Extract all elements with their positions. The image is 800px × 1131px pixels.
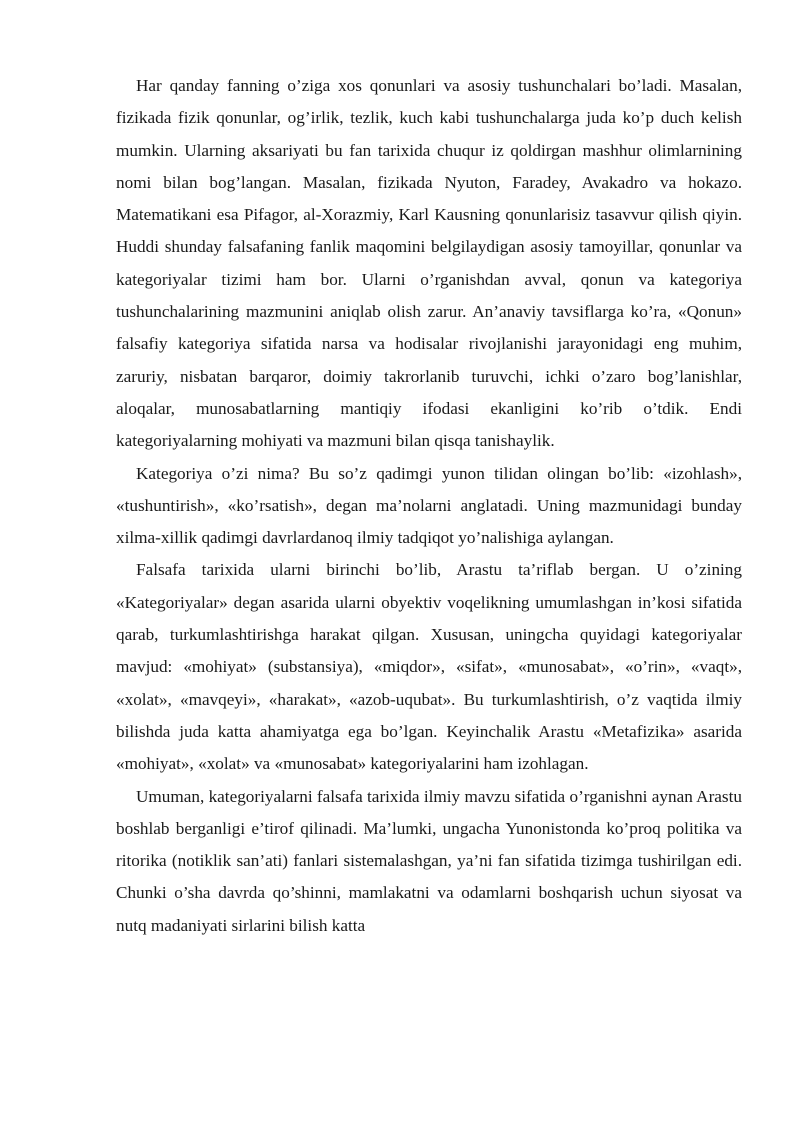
paragraph-what-is-category: Kategoriya o’zi nima? Bu so’z qadimgi yunon tilidan olingan bo’lib: «izohlash», «tushuntirish», «ko’rsatish», degan ma’nolarni anglatadi. Uning mazmunidagi bunday xilma-xillik qadimgi davrlardanoq ilmiy tadqiqot yo’nalishiga aylangan. — [116, 463, 742, 548]
paragraph-aristotle-categories: Falsafa tarixida ularni birinchi bo’lib, Arastu ta’riflab bergan. U o’zining «Kategoriyalar» degan asarida ularni obyektiv voqelikning umumlashgan in’kosi sifatida qarab, turkumlashtirishga harakat qilgan. Xususan, uningcha quyidagi kategoriyalar mavjud: «mohiyat» (substansiya), «miqdor», «sifat», «munosabat», «o’rin», «vaqt», «xolat», «mavqeyi», «harakat», «azob-uqubat». Bu turkumlashtirish, o’z vaqtida ilmiy bilishda juda katta ahamiyatga ega bo’lgan. Keyinchalik Arastu «Metafizika» asarida «mohiyat», «xolat» va «munosabat» kategoriyalarini ham izohlagan. — [116, 560, 742, 774]
document-page — [116, 70, 742, 942]
paragraph-history-of-categories: Umuman, kategoriyalarni falsafa tarixida ilmiy mavzu sifatida o’rganishni aynan Arastu boshlab berganligi e’tirof qilinadi. Ma’lumki, ungacha Yunonistonda ko’proq politika va ritorika (notiklik san’ati) fanlari sistemalashgan, ya’ni fan sifatida tizimga tushirilgan edi. Chunki o’sha davrda qo’shinni, mamlakatni va odamlarni boshqarish uchun siyosat va nutq madaniyati sirlarini bilish katta — [116, 786, 742, 935]
paragraph-laws-and-concepts: Har qanday fanning o’ziga xos qonunlari va asosiy tushunchalari bo’ladi. Masalan, fizikada fizik qonunlar, og’irlik, tezlik, kuch kabi tushunchalarga juda ko’p duch kelish mumkin. Ularning aksariyati bu fan tarixida chuqur iz qoldirgan mashhur olimlarnining nomi bilan bog’langan. Masalan, fizikada Nyuton, Faradey, Avakadro va hokazo. Matematikani esa Pifagor, al-Xorazmiy, Karl Kausning qonunlarisiz tasavvur qilish qiyin. Huddi shunday falsafaning fanlik maqomini belgilaydigan asosiy tamoyillar, qonunlar va kategoriyalar tizimi ham bor. Ularni o’rganishdan avval, qonun va kategoriya tushunchalarining mazmunini aniqlab olish zarur. An’anaviy tavsiflarga ko’ra, «Qonun» falsafiy kategoriya sifatida narsa va hodisalar rivojlanishi jarayonidagi eng muhim, zaruriy, nisbatan barqaror, doimiy takrorlanib turuvchi, ichki o’zaro bog’lanishlar, aloqalar, munosabatlarning mantiqiy ifodasi ekanligini ko’rib o’tdik. Endi kategoriyalarning mohiyati va mazmuni bilan qisqa tanishaylik. — [116, 76, 742, 451]
